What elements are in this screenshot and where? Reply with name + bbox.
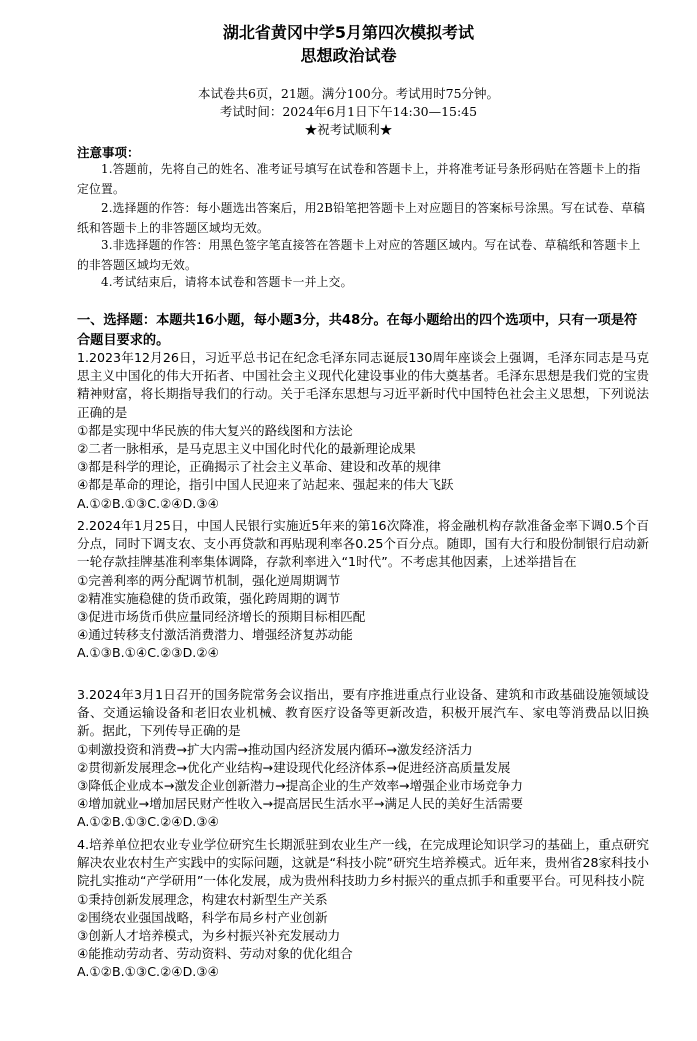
question-option: ③都是科学的理论，正确揭示了社会主义革命、建设和改革的规律 (77, 459, 441, 475)
question-stem: 1.2023年12月26日，习近平总书记在纪念毛泽东同志诞辰130周年座谈会上强调，毛泽东同志是马克思主义中国化的伟大开拓者、中国社会主义现代化建设事业的伟大奠基者。毛泽东思想是我们党的宝贵精神财富，将长期指导我们的行动。关于毛泽东思想与习近平新时代中国特色社会主义思想，下列说法正确的是 (77, 350, 649, 420)
question-option: ②围绕农业强国战略，科学布局乡村产业创新 (77, 909, 328, 925)
exam-title: 湖北省黄冈中学5月第四次模拟考试 (222, 23, 475, 42)
question-stem: 2.2024年1月25日，中国人民银行实施近5年来的第16次降准，将金融机构存款准备金率下调0.5个百分点，同时下调支农、支小再贷款和再贴现利率各0.25个百分点。随即，国有大行和股份制银行启动新一轮存款挂牌基准利率集体调降，存款利率进入“1时代”。不考虑其他因素，上述举措旨在 (77, 518, 649, 570)
exam-blessing: ★祝考试顺利★ (304, 122, 393, 137)
answer-choices: A.①③B.①④C.②③D.②④ (77, 645, 219, 661)
note-item: 4.考试结束后，请将本试卷和答题卡一并上交。 (101, 275, 353, 289)
question-option: ①秉持创新发展理念，构建农村新型生产关系 (77, 891, 328, 907)
question-3 (77, 686, 649, 832)
note-item: 3.非选择题的作答：用黑色签字笔直接答在答题卡上对应的答题区域内。写在试卷、草稿纸和答题卡上的非答题区域均无效。 (77, 238, 641, 272)
question-stem: 3.2024年3月1日召开的国务院常务会议指出，要有序推进重点行业设备、建筑和市政基础设施领域设备、交通运输设备和老旧农业机械、教育医疗设备等更新改造，积极开展汽车、家电等消费品以旧换新。据此，下列传导正确的是 (77, 687, 649, 739)
exam-info-time: 考试时间：2024年6月1日下午14:30—15:45 (219, 104, 478, 119)
answer-choices: A.①②B.①③C.②④D.③④ (77, 495, 219, 511)
exam-subtitle: 思想政治试卷 (300, 46, 397, 65)
question-option: ③降低企业成本→激发企业创新潜力→提高企业的生产效率→增强企业市场竞争力 (77, 778, 523, 794)
answer-choices: A.①②B.①③C.②④D.③④ (77, 964, 219, 980)
question-option: ②二者一脉相承，是马克思主义中国化时代化的最新理论成果 (77, 441, 416, 457)
question-option: ①完善利率的两分配调节机制，强化逆周期调节 (77, 572, 341, 588)
note-item: 1.答题前，先将自己的姓名、准考证号填写在试卷和答题卡上，并将准考证号条形码贴在答题卡上的指定位置。 (77, 162, 641, 196)
question-option: ④通过转移支付激活消费潜力、增强经济复苏动能 (77, 627, 353, 643)
question-option: ③创新人才培养模式，为乡村振兴补充发展动力 (77, 928, 341, 944)
question-option: ①都是实现中华民族的伟大复兴的路线图和方法论 (77, 422, 353, 438)
question-option: ④能推动劳动者、劳动资料、劳动对象的优化组合 (77, 946, 353, 962)
question-stem: 4.培养单位把农业专业学位研究生长期派驻到农业生产一线，在完成理论知识学习的基础上，重点研究解决农业农村生产实践中的实际问题，这就是“科技小院”研究生培养模式。近年来，贵州省28家科技小院扎实推动“产学研用”一体化发展，成为贵州科技助力乡村振兴的重点抓手和重要平台。可见科技小院 (77, 837, 649, 889)
question-option: ①刺激投资和消费→扩大内需→推动国内经济发展内循环→激发经济活力 (77, 741, 473, 757)
answer-choices: A.①②B.①③C.②④D.③④ (77, 814, 219, 830)
section-heading: 一、选择题：本题共16小题，每小题3分，共48分。在每小题给出的四个选项中，只有一项是符合题目要求的。 (77, 313, 638, 348)
question-1 (77, 349, 649, 513)
notes-heading: 注意事项： (77, 145, 140, 160)
note-item: 2.选择题的作答：每小题选出答案后，用2B铅笔把答题卡上对应题目的答案标号涂黑。写在试卷、草稿纸和答题卡上的非答题区域均无效。 (77, 201, 646, 235)
question-option: ④都是革命的理论，指引中国人民迎来了站起来、强起来的伟大飞跃 (77, 477, 454, 493)
question-option: ②精准实施稳健的货币政策，强化跨周期的调节 (77, 590, 341, 606)
question-option: ②贯彻新发展理念→优化产业结构→建设现代化经济体系→促进经济高质量发展 (77, 759, 511, 775)
question-option: ③促进市场货币供应量同经济增长的预期目标相匹配 (77, 609, 366, 625)
question-option: ④增加就业→增加居民财产性收入→提高居民生活水平→满足人民的美好生活需要 (77, 796, 523, 812)
question-2 (77, 517, 649, 663)
exam-info-pages: 本试卷共6页，21题。满分100分。考试用时75分钟。 (197, 86, 500, 101)
question-4 (77, 836, 649, 982)
